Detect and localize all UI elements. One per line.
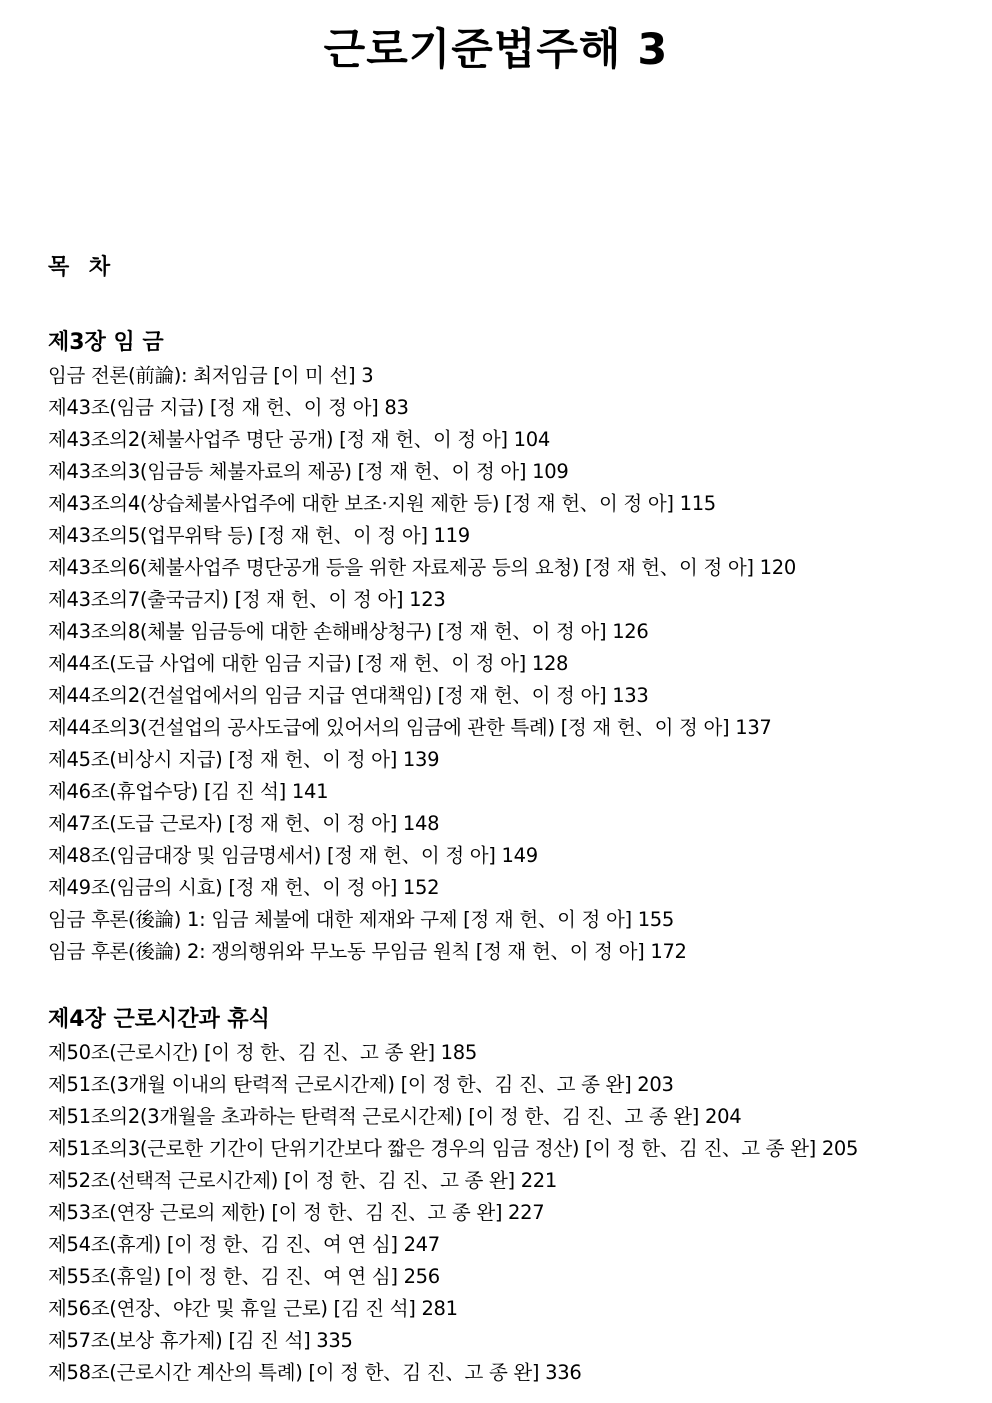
toc-entry: 제58조(근로시간 계산의 특례) [이 정 한、김 진、고 종 완] 336 [48,1361,582,1384]
toc-entry-list [48,360,978,968]
toc-entry: 제51조의2(3개월을 초과하는 탄력적 근로시간제) [이 정 한、김 진、고 종 완] 204 [48,1105,742,1128]
chapter-title: 제4장 근로시간과 휴식 [48,1007,270,1032]
toc-entry: 제44조의3(건설업의 공사도급에 있어서의 임금에 관한 특례) [정 재 헌、이 정 아] 137 [48,716,772,739]
toc-entry: 제43조의7(출국금지) [정 재 헌、이 정 아] 123 [48,588,446,611]
toc-entry: 제43조(임금 지급) [정 재 헌、이 정 아] 83 [48,396,409,419]
toc-entry: 제56조(연장、야간 및 휴일 근로) [김 진 석] 281 [48,1297,458,1320]
toc-entry: 임금 후론(後論) 2: 쟁의행위와 무노동 무임금 원칙 [정 재 헌、이 정 아] 172 [48,940,687,963]
toc-entry: 제44조의2(건설업에서의 임금 지급 연대책임) [정 재 헌、이 정 아] 133 [48,684,649,707]
toc-entry: 제54조(휴게) [이 정 한、김 진、여 연 심] 247 [48,1233,440,1256]
toc-entry: 제43조의2(체불사업주 명단 공개) [정 재 헌、이 정 아] 104 [48,428,550,451]
toc-entry: 제57조(보상 휴가제) [김 진 석] 335 [48,1329,353,1352]
toc-entry: 제43조의4(상습체불사업주에 대한 보조·지원 제한 등) [정 재 헌、이 정 아] 115 [48,492,716,515]
toc-entry: 제50조(근로시간) [이 정 한、김 진、고 종 완] 185 [48,1041,477,1064]
toc-entry: 제43조의8(체불 임금등에 대한 손해배상청구) [정 재 헌、이 정 아] 126 [48,620,649,643]
chapter-section [48,326,978,968]
toc-entry: 제53조(연장 근로의 제한) [이 정 한、김 진、고 종 완] 227 [48,1201,545,1224]
chapter-section [48,1003,978,1389]
toc-entry: 제52조(선택적 근로시간제) [이 정 한、김 진、고 종 완] 221 [48,1169,558,1192]
toc-entry: 제45조(비상시 지급) [정 재 헌、이 정 아] 139 [48,748,440,771]
toc-entry: 임금 전론(前論): 최저임금 [이 미 선] 3 [48,364,374,387]
toc-entry-list [48,1037,978,1389]
toc-entry: 제43조의3(임금등 체불자료의 제공) [정 재 헌、이 정 아] 109 [48,460,569,483]
toc-entry: 제51조의3(근로한 기간이 단위기간보다 짧은 경우의 임금 정산) [이 정 한、김 진、고 종 완] 205 [48,1137,859,1160]
toc-entry: 제43조의5(업무위탁 등) [정 재 헌、이 정 아] 119 [48,524,470,547]
toc-entry: 제44조(도급 사업에 대한 임금 지급) [정 재 헌、이 정 아] 128 [48,652,569,675]
chapter-title: 제3장 임 금 [48,330,164,355]
toc-entry: 제46조(휴업수당) [김 진 석] 141 [48,780,329,803]
toc-entry: 제48조(임금대장 및 임금명세서) [정 재 헌、이 정 아] 149 [48,844,538,867]
toc-entry: 제43조의6(체불사업주 명단공개 등을 위한 자료제공 등의 요청) [정 재 헌、이 정 아] 120 [48,556,796,579]
toc-entry: 제49조(임금의 시효) [정 재 헌、이 정 아] 152 [48,876,440,899]
toc-entry: 제51조(3개월 이내의 탄력적 근로시간제) [이 정 한、김 진、고 종 완] 203 [48,1073,674,1096]
toc-entry: 제47조(도급 근로자) [정 재 헌、이 정 아] 148 [48,812,440,835]
document-title: 근로기준법주해 3 [323,25,669,75]
toc-heading: 목 차 [48,255,117,280]
toc-entry: 임금 후론(後論) 1: 임금 체불에 대한 제재와 구제 [정 재 헌、이 정 아] 155 [48,908,675,931]
toc-entry: 제55조(휴일) [이 정 한、김 진、여 연 심] 256 [48,1265,440,1288]
